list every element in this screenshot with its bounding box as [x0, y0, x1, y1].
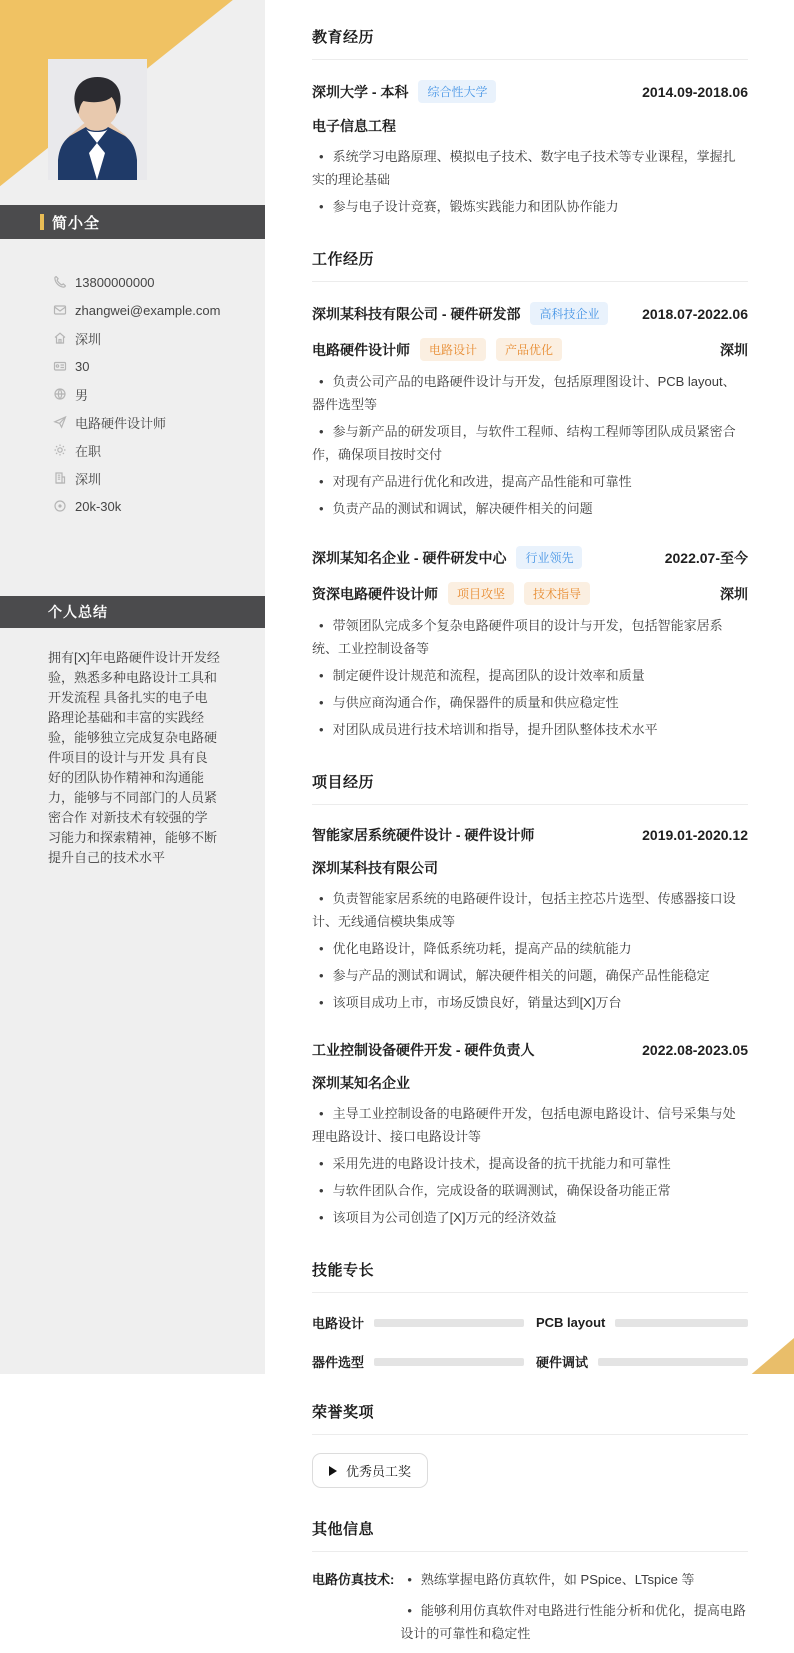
home-icon [52, 331, 67, 346]
work-bullets [312, 614, 748, 741]
skill-bar [374, 1319, 524, 1327]
bullet-item: • 能够利用仿真软件对电路进行性能分析和优化，提高电路设计的可靠性和稳定性 [400, 1603, 746, 1641]
bullet-item: • 负责公司产品的电路硬件设计与开发，包括原理图设计、PCB layout、器件选型等 [312, 374, 736, 412]
profile-photo [48, 59, 147, 180]
name-accent-bar [40, 214, 44, 230]
contact-row-job [0, 408, 265, 436]
bullet-item: • 参与新产品的研发项目，与软件工程师、结构工程师等团队成员紧密合作，确保项目按时交付 [312, 424, 736, 462]
avatar [48, 59, 147, 180]
bullet-item: • 该项目成功上市，市场反馈良好，销量达到[X]万台 [319, 995, 622, 1010]
honors-header: 荣誉奖项 [312, 1401, 748, 1435]
bullet-item: • 采用先进的电路设计技术，提高设备的抗干扰能力和可靠性 [319, 1156, 671, 1171]
gender-value: 男 [75, 387, 89, 403]
skill-item [312, 1352, 524, 1371]
name-header-bar [0, 205, 265, 239]
bullet-item: • 熟练掌握电路仿真软件，如 PSpice、LTspice 等 [407, 1572, 695, 1587]
company-name: 深圳某科技有限公司 - 硬件研发部 [312, 305, 521, 322]
work-entry-2 [312, 546, 748, 741]
role-tag: 产品优化 [496, 338, 562, 361]
bullet-item: • 对团队成员进行技术培训和指导，提升团队整体技术水平 [319, 722, 658, 737]
section-work [312, 248, 748, 741]
age-value: 30 [75, 358, 90, 374]
contact-row-phone [0, 268, 265, 296]
other-bullets [400, 1568, 748, 1653]
bullet-item: • 对现有产品进行优化和改进，提高产品性能和可靠性 [319, 474, 632, 489]
bullet-item: • 与供应商沟通合作，确保器件的质量和供应稳定性 [319, 695, 619, 710]
education-header: 教育经历 [312, 26, 748, 60]
bullet-item: • 制定硬件设计规范和流程，提高团队的设计效率和质量 [319, 668, 645, 683]
job-title-value: 电路硬件设计师 [75, 415, 167, 431]
salary-value: 20k-30k [75, 498, 122, 514]
city-value: 深圳 [75, 331, 102, 347]
section-other [312, 1518, 748, 1653]
bullet-item: • 负责智能家居系统的电路硬件设计，包括主控芯片选型、传感器接口设计、无线通信模块集成等 [312, 891, 736, 929]
skill-item [312, 1313, 524, 1332]
skill-grid [312, 1313, 748, 1371]
contact-row-salary [0, 492, 265, 520]
role-name: 电路硬件设计师 [312, 341, 410, 358]
other-header: 其他信息 [312, 1518, 748, 1552]
skill-label: PCB layout [536, 1315, 606, 1330]
skill-label: 硬件调试 [536, 1355, 589, 1370]
contact-row-city [0, 324, 265, 352]
role-name: 资深电路硬件设计师 [312, 585, 438, 602]
play-icon [329, 1466, 337, 1476]
honor-label: 优秀员工奖 [346, 1464, 412, 1479]
role-tag: 技术指导 [524, 582, 590, 605]
skill-bar [374, 1358, 524, 1366]
summary-text: 拥有[X]年电路硬件设计开发经验，熟悉多种电路设计工具和开发流程 具备扎实的电子电路理论基础和丰富的实践经验，能够独立完成复杂电路硬件项目的设计与开发 具有良好的团队协作精神和沟通能力，能够与不同部门的人员紧密合作 对新技术有较强的学习能力和探索精神，能够不断提升自己的技术水平 [48, 650, 220, 865]
contact-row-gender [0, 380, 265, 408]
role-tag: 电路设计 [420, 338, 486, 361]
education-date: 2014.09-2018.06 [642, 83, 748, 100]
honor-item-button[interactable] [312, 1453, 428, 1488]
work-entry-1 [312, 302, 748, 520]
bullet-item: • 参与产品的测试和调试，解决硬件相关的问题，确保产品性能稳定 [319, 968, 710, 983]
education-entry [312, 80, 748, 218]
paper-plane-icon [52, 415, 67, 430]
skill-label: 电路设计 [312, 1316, 365, 1331]
company-name: 深圳某知名企业 - 硬件研发中心 [312, 549, 507, 566]
skills-header: 技能专长 [312, 1259, 748, 1293]
skill-item [536, 1352, 748, 1371]
bullet-item: • 负责产品的测试和调试，解决硬件相关的问题 [319, 501, 593, 516]
bullet-item: • 该项目为公司创造了[X]万元的经济效益 [319, 1210, 557, 1225]
phone-icon [52, 275, 67, 290]
sidebar [0, 0, 265, 1374]
education-bullets [312, 145, 748, 218]
summary-title: 个人总结 [48, 604, 108, 620]
contact-list [0, 268, 265, 520]
contact-row-hometown [0, 464, 265, 492]
skill-bar [615, 1319, 748, 1327]
phone-value: 13800000000 [75, 274, 155, 290]
company-tag: 高科技企业 [530, 302, 608, 325]
bullet-item: • 主导工业控制设备的电路硬件开发，包括电源电路设计、信号采集与处理电路设计、接口电路设计等 [312, 1106, 736, 1144]
id-card-icon [52, 359, 67, 374]
bullet-item: • 优化电路设计，降低系统功耗，提高产品的续航能力 [319, 941, 632, 956]
other-label: 电路仿真技术: [312, 1572, 395, 1587]
work-location: 深圳 [720, 585, 748, 602]
section-projects [312, 771, 748, 1229]
contact-row-email [0, 296, 265, 324]
section-education [312, 26, 748, 218]
school-tag: 综合性大学 [418, 80, 496, 103]
work-date: 2022.07-至今 [664, 549, 748, 566]
role-tag: 项目攻坚 [448, 582, 514, 605]
building-icon [52, 471, 67, 486]
major-name: 电子信息工程 [312, 118, 396, 134]
email-icon [52, 303, 67, 318]
project-entry-2 [312, 1040, 748, 1229]
skill-item [536, 1313, 748, 1332]
project-date: 2019.01-2020.12 [642, 827, 748, 843]
bullet-item: • 系统学习电路原理、模拟电子技术、数字电子技术等专业课程，掌握扎实的理论基础 [312, 149, 736, 187]
hometown-value: 深圳 [75, 471, 102, 487]
project-date: 2022.08-2023.05 [642, 1042, 748, 1058]
project-name: 智能家居系统硬件设计 - 硬件设计师 [312, 827, 535, 843]
work-bullets [312, 370, 748, 520]
bullet-item: • 与软件团队合作，完成设备的联调测试，确保设备功能正常 [319, 1183, 671, 1198]
contact-row-age [0, 352, 265, 380]
skill-bar [598, 1358, 748, 1366]
project-name: 工业控制设备硬件开发 - 硬件负责人 [312, 1042, 535, 1058]
project-entry-1 [312, 825, 748, 1014]
project-company: 深圳某科技有限公司 [312, 860, 438, 876]
skill-label: 器件选型 [312, 1355, 365, 1370]
section-honors [312, 1401, 748, 1488]
work-location: 深圳 [720, 341, 748, 358]
summary-header-bar [0, 596, 265, 628]
school-name: 深圳大学 - 本科 [312, 83, 409, 100]
work-header: 工作经历 [312, 248, 748, 282]
bullet-item: • 带领团队完成多个复杂电路硬件项目的设计与开发，包括智能家居系统、工业控制设备等 [312, 618, 723, 656]
other-info-row [312, 1568, 748, 1653]
target-icon [52, 499, 67, 514]
project-bullets [312, 1102, 748, 1229]
status-value: 在职 [75, 443, 102, 459]
projects-header: 项目经历 [312, 771, 748, 805]
work-date: 2018.07-2022.06 [642, 305, 748, 322]
project-bullets [312, 887, 748, 1014]
gear-icon [52, 443, 67, 458]
email-value: zhangwei@example.com [75, 302, 221, 318]
company-tag: 行业领先 [516, 546, 582, 569]
bullet-item: • 参与电子设计竞赛，锻炼实践能力和团队协作能力 [319, 199, 619, 214]
resume-main [265, 0, 794, 1641]
section-skills [312, 1259, 748, 1371]
contact-row-status [0, 436, 265, 464]
project-company: 深圳某知名企业 [312, 1075, 410, 1091]
gender-icon [52, 387, 67, 402]
candidate-name: 简小全 [52, 214, 101, 232]
